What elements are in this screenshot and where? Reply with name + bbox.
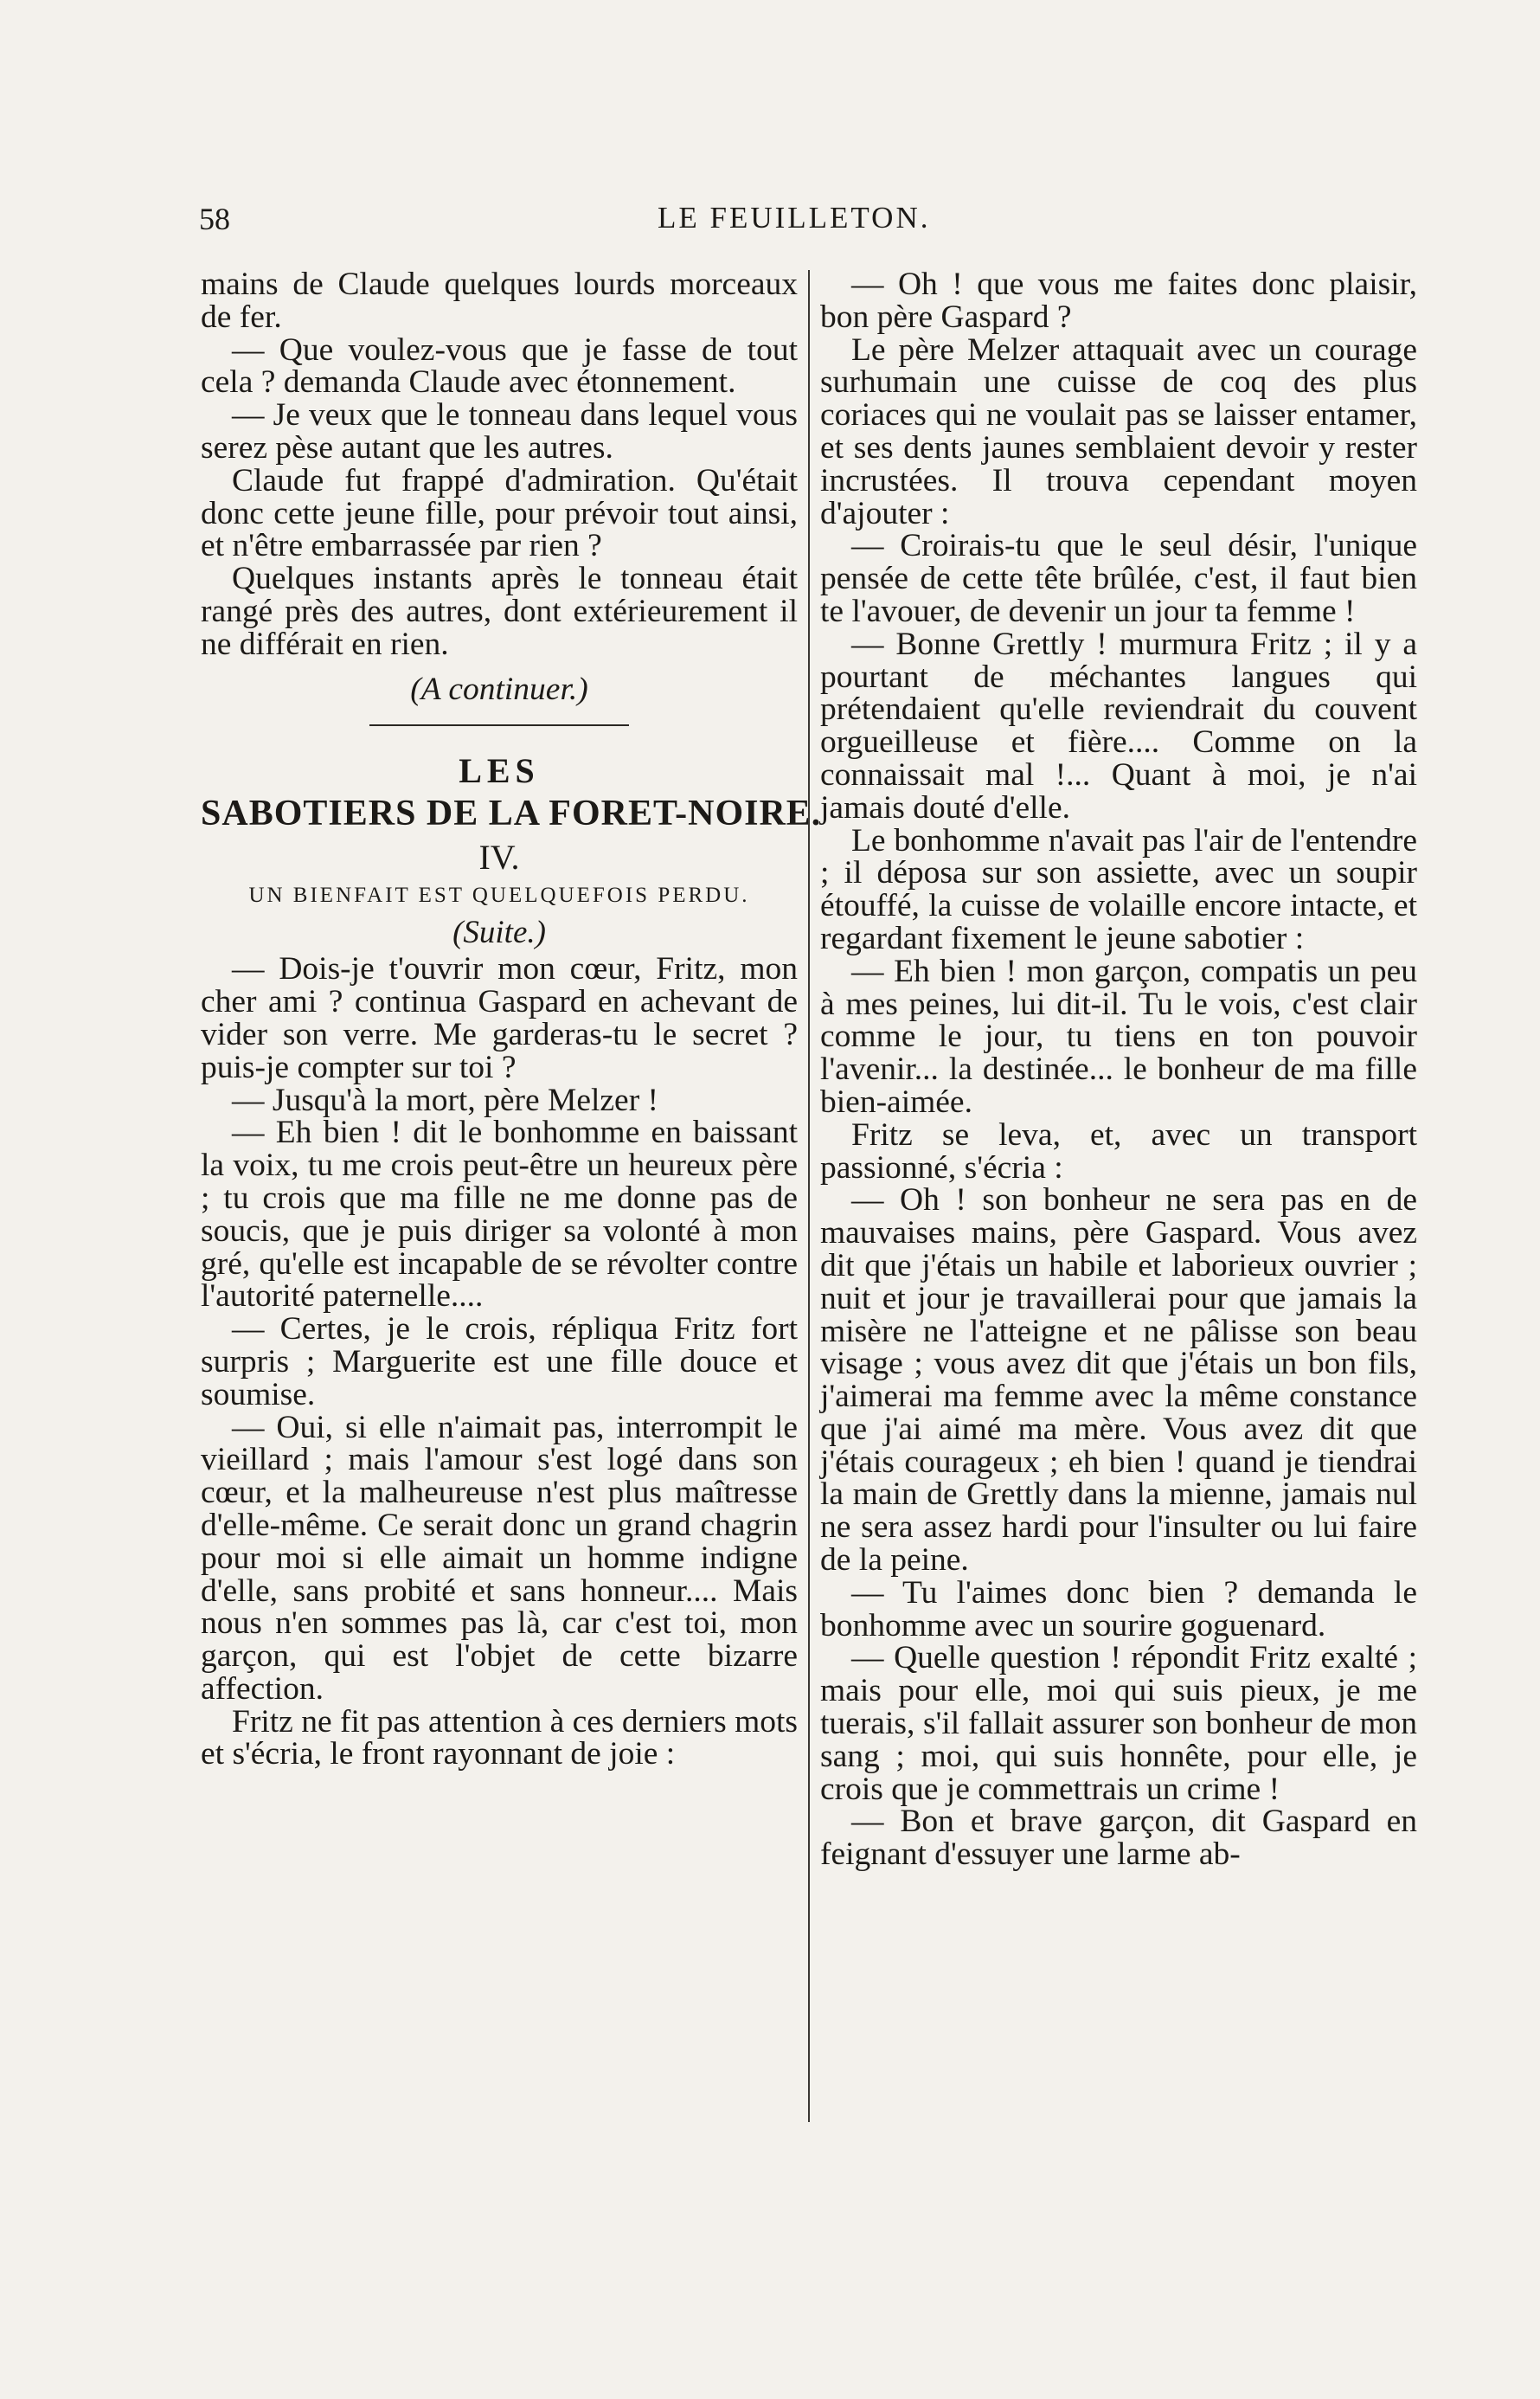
paragraph: — Croirais-tu que le seul désir, l'unique pensée de cette tête brûlée, c'est, il faut bien te l'avouer, de devenir un jour ta femme !	[820, 528, 1417, 629]
paragraph: — Oh ! que vous me faites donc plaisir, bon père Gaspard ?	[820, 267, 1417, 335]
running-head	[199, 201, 1428, 239]
continuation-note: (Suite.)	[452, 915, 546, 951]
paragraph: Quelques instants après le tonneau était rangé près des autres, dont extérieurement il ne différait en rien.	[201, 561, 798, 662]
page-number: 58	[199, 202, 230, 236]
paragraph: — Jusqu'à la mort, père Melzer !	[232, 1082, 659, 1118]
left-column	[201, 267, 822, 1772]
paragraph: Fritz ne fit pas attention à ces derniers mots et s'écria, le front rayonnant de joie :	[201, 1703, 798, 1772]
paragraph: — Eh bien ! dit le bonhomme en baissant la voix, tu me crois peut-être un heureux père ; tu crois que ma fille ne me donne pas de soucis, que je puis diriger sa volonté à mon gré, qu'elle est incapable de se révolter contre l'autorité paternelle....	[201, 1115, 798, 1315]
paragraph: Le père Melzer attaquait avec un courage surhumain une cuisse de coq des plus coriaces qui ne voulait pas se laisser entamer, et ses dents jaunes semblaient devoir y rester incrustées. Il trouva cependant moyen d'ajouter :	[820, 331, 1417, 531]
paragraph: — Bon et brave garçon, dit Gaspard en feignant d'essuyer une larme ab-	[820, 1804, 1417, 1873]
story-title: SABOTIERS DE LA FORET-NOIRE.	[201, 794, 822, 834]
paragraph: Le bonhomme n'avait pas l'air de l'entendre ; il déposa sur son assiette, avec un soupir étouffé, la cuisse de volaille encore intacte, et regardant fixement le jeune sabotier :	[820, 822, 1417, 956]
paragraph: — Oui, si elle n'aimait pas, interrompit le vieillard ; mais l'amour s'est logé dans son cœur, et la malheureuse n'est plus maîtresse d'elle-même. Ce serait donc un grand chagrin pour moi si elle aimait un homme indigne d'elle, sans probité et sans honneur.... Mais nous n'en sommes pas là, car c'est toi, mon garçon, qui est l'objet de cette bizarre affection.	[201, 1409, 798, 1707]
paragraph: — Que voulez-vous que je fasse de tout cela ? demanda Claude avec étonnement.	[201, 331, 798, 401]
paragraph: — Tu l'aimes donc bien ? demanda le bonhomme avec un sourire goguenard.	[820, 1574, 1417, 1643]
column-rule	[808, 270, 810, 2122]
paragraph: mains de Claude quelques lourds morceaux de fer.	[201, 267, 798, 335]
paragraph: — Bonne Grettly ! murmura Fritz ; il y a pourtant de méchantes langues qui prétendaient qu'elle reviendrait du couvent orgueilleuse et fière.... Comme on la connaissait mal !... Quant à moi, je n'ai jamais douté d'elle.	[820, 626, 1417, 826]
right-column	[820, 268, 1417, 1871]
page-title: LE FEUILLETON.	[658, 201, 931, 235]
paragraph: — Quelle question ! répondit Fritz exalté ; mais pour elle, moi qui suis pieux, je me tuerais, s'il fallait assurer son bonheur de mon sang ; moi, qui suis honnête, pour elle, je crois que je commettrais un crime !	[820, 1640, 1417, 1807]
paragraph: — Eh bien ! mon garçon, compatis un peu à mes peines, lui dit-il. Tu le vois, c'est clair comme le jour, tu tiens en ton pouvoir l'avenir... la destinée... le bonheur de ma fille bien-aimée.	[820, 953, 1417, 1120]
story-heading-les: LES	[459, 751, 540, 791]
chapter-title: UN BIENFAIT EST QUELQUEFOIS PERDU.	[248, 884, 750, 908]
section-divider	[369, 724, 629, 726]
paragraph: — Je veux que le tonneau dans lequel vous serez pèse autant que les autres.	[201, 397, 798, 466]
to-be-continued-note: (A continuer.)	[410, 671, 588, 707]
paragraph: — Certes, je le crois, répliqua Fritz fort surpris ; Marguerite est une fille douce et soumise.	[201, 1311, 798, 1412]
chapter-number: IV.	[478, 838, 520, 878]
paragraph: Claude fut frappé d'admiration. Qu'était donc cette jeune fille, pour prévoir tout ainsi, et n'être embarrassée par rien ?	[201, 462, 798, 564]
paragraph: — Oh ! son bonheur ne sera pas en de mauvaises mains, père Gaspard. Vous avez dit que j'étais un habile et laborieux ouvrier ; nuit et jour je travaillerai pour que jamais la misère ne l'atteigne et ne pâlisse son beau visage ; vous avez dit que j'étais un bon fils, j'aimerai ma femme avec la même constance que j'ai aimé ma mère. Vous avez dit que j'étais courageux ; eh bien ! quand je tiendrai la main de Grettly dans la mienne, jamais nul ne sera assez hardi pour l'insulter ou lui faire de la peine.	[820, 1182, 1417, 1579]
paragraph: — Dois-je t'ouvrir mon cœur, Fritz, mon cher ami ? continua Gaspard en achevant de vider son verre. Me garderas-tu le secret ? puis-je compter sur toi ?	[201, 951, 798, 1085]
paragraph: Fritz se leva, et, avec un transport passionné, s'écria :	[820, 1116, 1417, 1186]
